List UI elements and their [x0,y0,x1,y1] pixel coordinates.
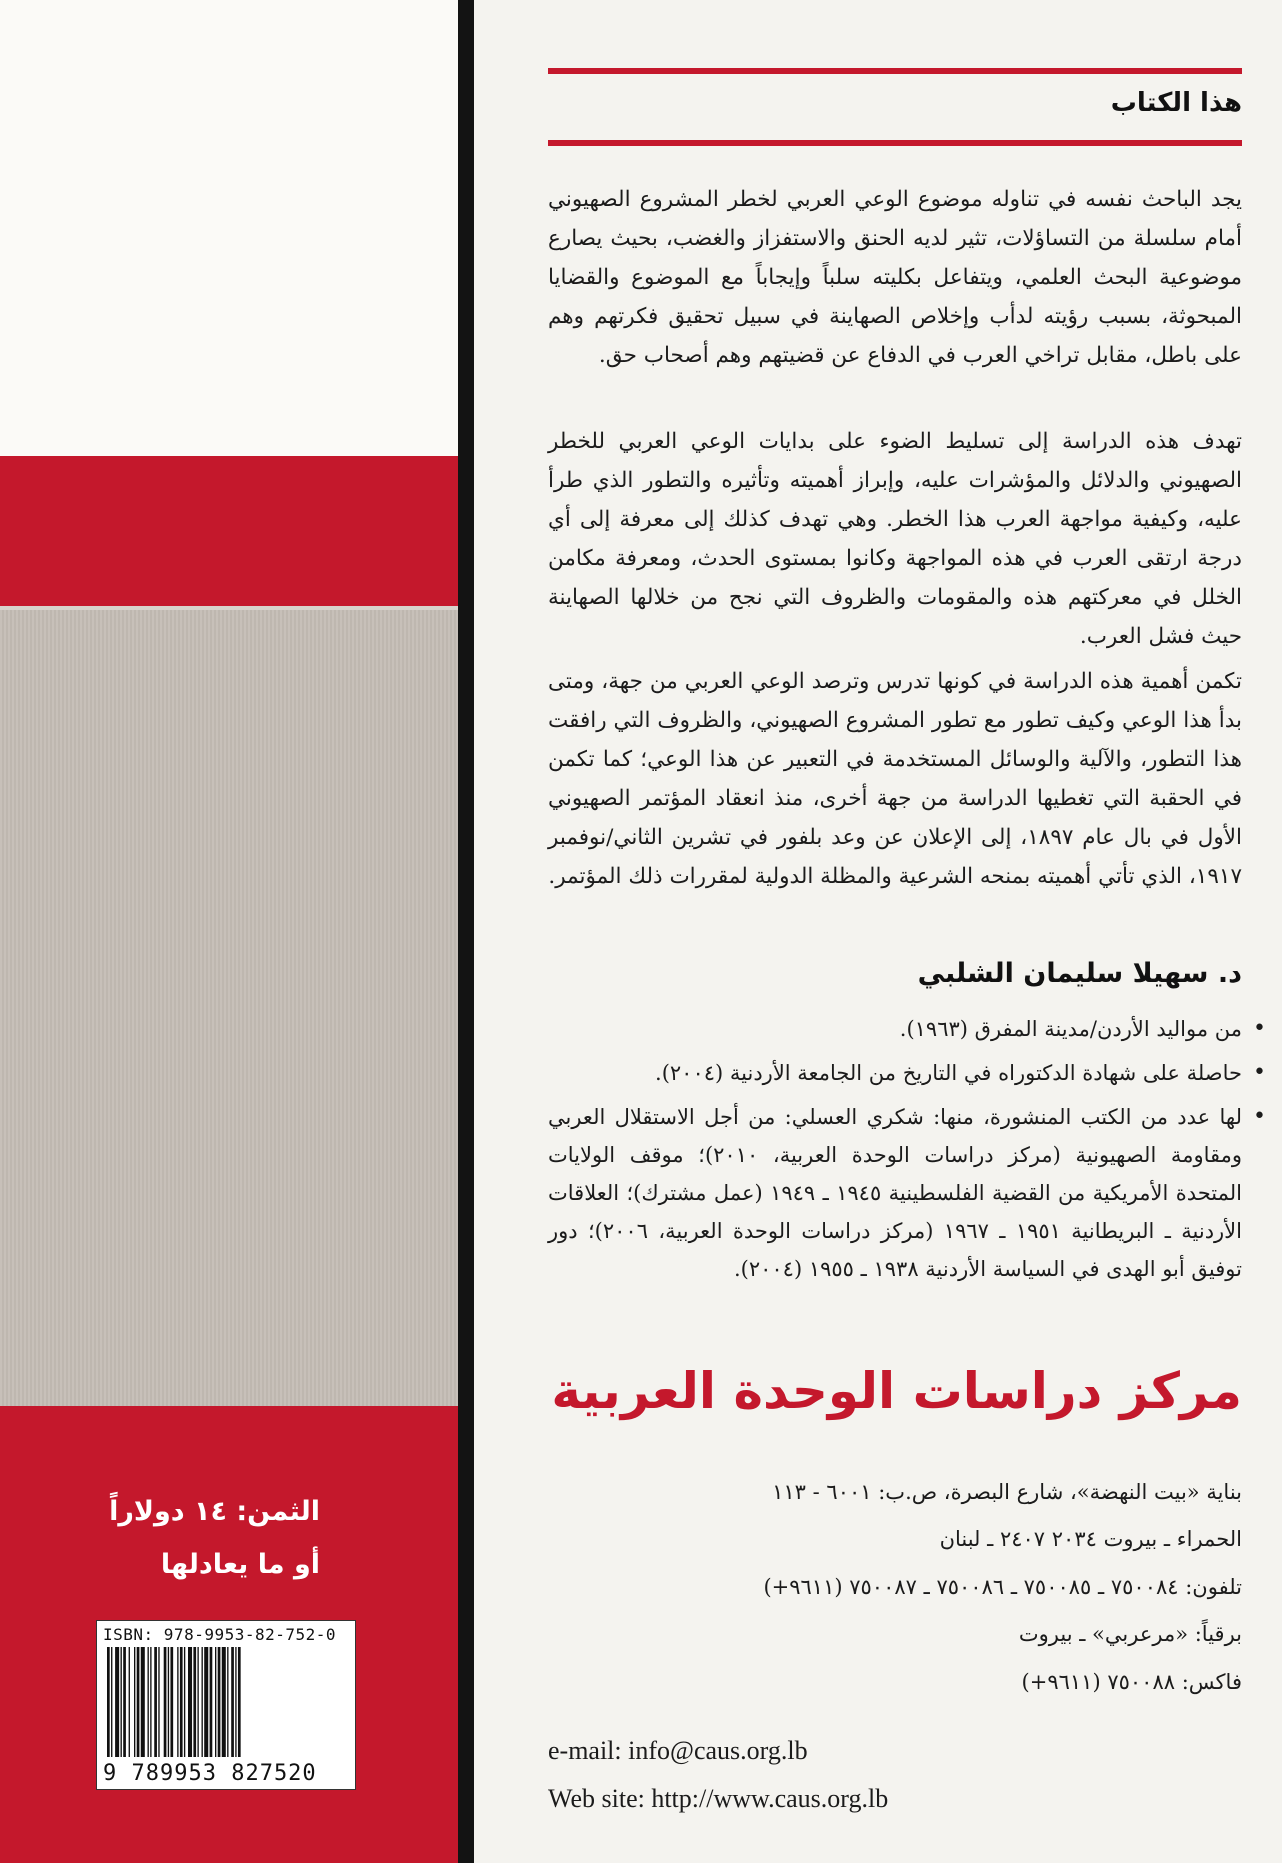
barcode-bar [137,1647,140,1757]
author-name: د. سهيلا سليمان الشلبي [917,958,1242,989]
barcode-bar [184,1647,185,1757]
section-heading: هذا الكتاب [1110,88,1242,118]
barcode-bar [158,1647,159,1757]
price-label: الثمن: ١٤ دولاراً [109,1496,320,1527]
phone-line: تلفون: ٧٥٠٠٨٤ ـ ٧٥٠٠٨٥ ـ ٧٥٠٠٨٦ ـ ٧٥٠٠٨٧ (٩٦١١+) [763,1575,1242,1599]
barcode-bar [168,1647,169,1757]
heading-rule-top [548,68,1242,74]
barcode-bar [218,1647,221,1757]
price-equivalent: أو ما يعادلها [160,1549,320,1580]
barcode-bar [210,1647,213,1757]
barcode-bar [150,1647,151,1757]
spine-gray-panel [0,606,458,1410]
description-paragraph: يجد الباحث نفسه في تناوله موضوع الوعي العربي لخطر المشروع الصهيوني أمام سلسلة من التساؤلات، تثير لديه الحنق والاستفزاز والغضب، بحيث يصارع موضوعية البحث العلمي، ويتفاعل بكليته سلباً وإيجاباً مع الموضوع والقضايا المبحوثة، بسبب رؤيته لدأب وإخلاص الصهاينة في سبيل تحقيق فكرتهم وهم على باطل، مقابل تراخي العرب في الدفاع عن قضيتهم وهم أصحاب حق. [548,187,1242,368]
author-bio-list [548,1010,1268,1294]
address-line: بناية «بيت النهضة»، شارع البصرة، ص.ب: ٦٠٠١ - ١١٣ [772,1480,1242,1504]
barcode-bar [148,1647,149,1757]
barcode-bar [134,1647,135,1757]
barcode-bar [180,1647,183,1757]
barcode-bar [238,1647,241,1757]
description-paragraph: تهدف هذه الدراسة إلى تسليط الضوء على بدايات الوعي العربي للخطر الصهيوني والدلائل والمؤشرات عليه، وإبراز أهميته وتأثيره والتطور الذي طرأ عليه، وكيفية مواجهة العرب هذا الخطر. وهي تهدف كذلك إلى معرفة إلى أي درجة ارتقى العرب في هذه المواجهة وكانوا بمستوى الحدث، ومعرفة مكامن الخلل في معركتهم هذه والمقومات والظروف التي نجح من خلالها الصهاينة حيث فشل العرب. [548,429,1242,649]
barcode-bar [123,1647,126,1757]
website-line: Web site: http://www.caus.org.lb [548,1784,889,1813]
barcode-bar [129,1647,130,1757]
barcode-bar [107,1647,110,1757]
barcode-bar [164,1647,167,1757]
heading-rule-bottom [548,140,1242,146]
bio-item: • حاصلة على شهادة الدكتوراه في التاريخ من الجامعة الأردنية (٢٠٠٤). [548,1054,1242,1092]
barcode-bar [121,1647,122,1757]
barcode-bar [197,1647,198,1757]
barcode-bar [141,1647,145,1757]
barcode-bar [235,1647,236,1757]
bio-item: • من مواليد الأردن/مدينة المفرق (١٩٦٣). [548,1010,1242,1048]
barcode-bar [231,1647,234,1757]
barcode-bar [215,1647,216,1757]
spine-red-band-top [0,456,458,606]
barcode-bar [188,1647,192,1757]
barcode-bar [177,1647,178,1757]
spine-divider [458,0,474,1863]
bio-item: • لها عدد من الكتب المنشورة، منها: شكري العسلي: من أجل الاستقلال العربي ومقاومة الصهيونية (مركز دراسات الوحدة العربية، ٢٠١٠)؛ موقف الولايات المتحدة الأمريكية من القضية الفلسطينية ١٩٤٥ ـ ١٩٤٩ (عمل مشترك)؛ العلاقات الأردنية ـ البريطانية ١٩٥١ ـ ١٩٦٧ (مركز دراسات الوحدة العربية، ٢٠٠٦)؛ دور توفيق أبو الهدى في السياسة الأردنية ١٩٣٨ ـ ١٩٥٥ (٢٠٠٤). [548,1098,1242,1288]
barcode-bar [111,1647,112,1757]
email-line: e-mail: info@caus.org.lb [548,1736,808,1765]
barcode-bar [202,1647,203,1757]
barcode-bar [193,1647,196,1757]
telegram-line: برقياً: «مرعربي» ـ بيروت [1018,1622,1242,1646]
barcode-bar [227,1647,228,1757]
address-line: الحمراء ـ بيروت ٢٠٣٤ ٢٤٠٧ ـ لبنان [939,1527,1242,1551]
spine-top-panel [0,0,458,456]
publisher-name: مركز دراسات الوحدة العربية [551,1362,1242,1420]
isbn-number: ISBN: 978-9953-82-752-0 [103,1625,337,1644]
barcode-bar [170,1647,173,1757]
barcode-bar [204,1647,208,1757]
barcode-digits: 9 789953 827520 [103,1761,317,1786]
barcode-bar [154,1647,157,1757]
isbn-barcode [96,1620,356,1790]
barcode-bar [115,1647,119,1757]
description-paragraph: تكمن أهمية هذه الدراسة في كونها تدرس وترصد الوعي العربي من جهة، ومتى بدأ هذا الوعي وكيف تطور مع تطور المشروع الصهيوني، والظروف التي رافقت هذا التطور، والآلية والوسائل المستخدمة في التعبير عن هذا الوعي؛ كما تكمن في الحقبة التي تغطيها الدراسة من جهة أخرى، منذ انعقاد المؤتمر الصهيوني الأول في بال عام ١٨٩٧، إلى الإعلان عن وعد بلفور في تشرين الثاني/نوفمبر ١٩١٧، الذي تأتي أهميته بمنحه الشرعية والمظلة الدولية لمقررات ذلك المؤتمر. [548,669,1242,889]
barcode-bar [222,1647,226,1757]
fax-line: فاكس: ٧٥٠٠٨٨ (٩٦١١+) [1021,1670,1242,1694]
barcode-bars [107,1647,345,1757]
